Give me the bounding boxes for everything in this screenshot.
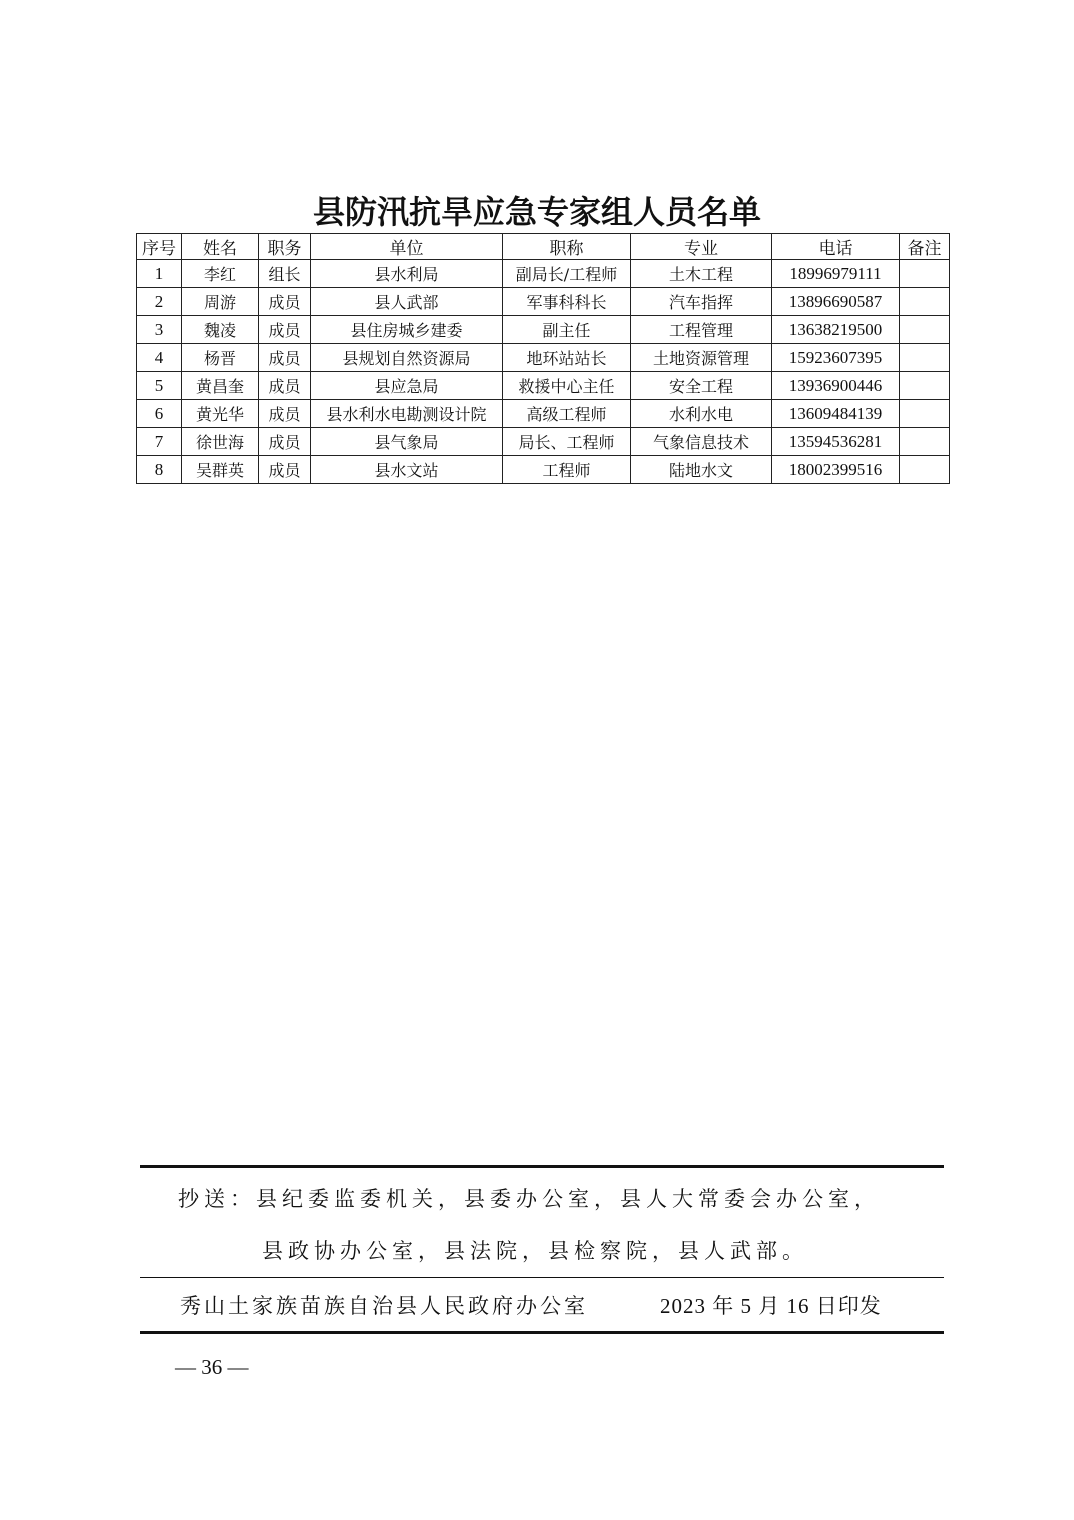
- table-row: [137, 344, 950, 372]
- table-row: [137, 288, 950, 316]
- table-cell: 6: [137, 400, 182, 428]
- column-header: 单位: [311, 234, 503, 260]
- table-cell: 13609484139: [772, 400, 900, 428]
- table-cell: 1: [137, 260, 182, 288]
- table-cell: 土地资源管理: [631, 344, 772, 372]
- table-row: [137, 400, 950, 428]
- table-cell: 救援中心主任: [503, 372, 631, 400]
- issuer: 秀山土家族苗族自治县人民政府办公室: [180, 1294, 588, 1318]
- table-cell: 18002399516: [772, 456, 900, 484]
- table-header-row: [137, 234, 950, 260]
- issue-date: 2023 年 5 月 16 日印发: [660, 1294, 882, 1318]
- table-cell: [900, 260, 950, 288]
- table-cell: [900, 400, 950, 428]
- column-header: 职务: [259, 234, 311, 260]
- table-cell: 周游: [182, 288, 259, 316]
- table-cell: 成员: [259, 428, 311, 456]
- table-cell: 2: [137, 288, 182, 316]
- column-header: 姓名: [182, 234, 259, 260]
- table-cell: 汽车指挥: [631, 288, 772, 316]
- page-title: 县防汛抗旱应急专家组人员名单: [312, 193, 761, 231]
- table-row: [137, 428, 950, 456]
- table-cell: 水利水电: [631, 400, 772, 428]
- column-header: 职称: [503, 234, 631, 260]
- table-cell: [900, 372, 950, 400]
- table-cell: 工程管理: [631, 316, 772, 344]
- table-cell: 7: [137, 428, 182, 456]
- table-cell: 副主任: [503, 316, 631, 344]
- column-header: 备注: [900, 234, 950, 260]
- table-cell: 吴群英: [182, 456, 259, 484]
- table-cell: 土木工程: [631, 260, 772, 288]
- table-cell: [900, 456, 950, 484]
- page-number: — 36 —: [175, 1355, 249, 1379]
- table-cell: 13594536281: [772, 428, 900, 456]
- table-cell: 安全工程: [631, 372, 772, 400]
- table-cell: 县气象局: [311, 428, 503, 456]
- table-cell: 县规划自然资源局: [311, 344, 503, 372]
- table-cell: 陆地水文: [631, 456, 772, 484]
- table-cell: 魏凌: [182, 316, 259, 344]
- column-header: 专业: [631, 234, 772, 260]
- cc-line-2: 县政协办公室，县法院，县检察院，县人武部。: [262, 1239, 808, 1263]
- table-cell: 黄昌奎: [182, 372, 259, 400]
- table-cell: 3: [137, 316, 182, 344]
- table-cell: 18996979111: [772, 260, 900, 288]
- table-cell: 成员: [259, 372, 311, 400]
- table-cell: 13936900446: [772, 372, 900, 400]
- table-cell: 黄光华: [182, 400, 259, 428]
- column-header: 序号: [137, 234, 182, 260]
- table-cell: 县应急局: [311, 372, 503, 400]
- table-cell: 县人武部: [311, 288, 503, 316]
- table-cell: 徐世海: [182, 428, 259, 456]
- table-cell: [900, 344, 950, 372]
- table-cell: 局长、工程师: [503, 428, 631, 456]
- table-cell: 8: [137, 456, 182, 484]
- table-cell: 高级工程师: [503, 400, 631, 428]
- cc-line-1: 抄送：县纪委监委机关，县委办公室，县人大常委会办公室，: [178, 1187, 880, 1211]
- table-cell: 军事科科长: [503, 288, 631, 316]
- table-cell: 县水文站: [311, 456, 503, 484]
- table-cell: 成员: [259, 456, 311, 484]
- table-cell: 4: [137, 344, 182, 372]
- table-row: [137, 456, 950, 484]
- table-cell: 5: [137, 372, 182, 400]
- table-cell: 李红: [182, 260, 259, 288]
- table-cell: 县住房城乡建委: [311, 316, 503, 344]
- table-cell: 成员: [259, 316, 311, 344]
- table-cell: 副局长/工程师: [503, 260, 631, 288]
- table-cell: 13638219500: [772, 316, 900, 344]
- top-rule: [140, 1165, 944, 1168]
- table-cell: [900, 288, 950, 316]
- table-cell: 县水利局: [311, 260, 503, 288]
- table-cell: 组长: [259, 260, 311, 288]
- table-cell: 县水利水电勘测设计院: [311, 400, 503, 428]
- table-cell: 杨晋: [182, 344, 259, 372]
- table-cell: 成员: [259, 344, 311, 372]
- column-header: 电话: [772, 234, 900, 260]
- table-cell: [900, 428, 950, 456]
- table-row: [137, 260, 950, 288]
- table-cell: 成员: [259, 288, 311, 316]
- table-cell: 气象信息技术: [631, 428, 772, 456]
- table-cell: 工程师: [503, 456, 631, 484]
- table-cell: 15923607395: [772, 344, 900, 372]
- table-cell: 地环站站长: [503, 344, 631, 372]
- expert-table: [136, 233, 950, 484]
- bottom-rule: [140, 1331, 944, 1334]
- table-cell: 13896690587: [772, 288, 900, 316]
- table-row: [137, 316, 950, 344]
- table-row: [137, 372, 950, 400]
- table-cell: [900, 316, 950, 344]
- middle-rule: [140, 1277, 944, 1278]
- table-cell: 成员: [259, 400, 311, 428]
